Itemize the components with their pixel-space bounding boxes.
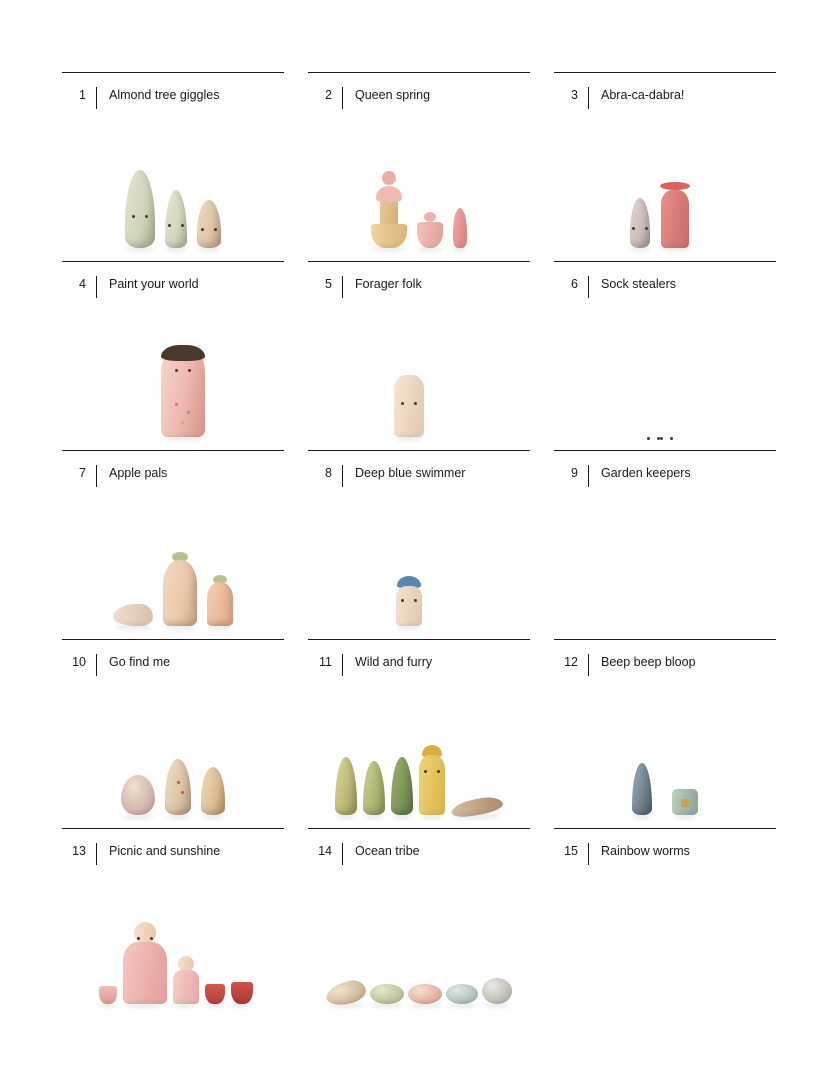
item-photo xyxy=(308,677,530,827)
toy-apple-peg-small xyxy=(207,575,233,626)
item-photo xyxy=(308,866,530,1016)
item-title: Rainbow worms xyxy=(588,843,776,865)
cell-header xyxy=(62,261,284,299)
item-photo xyxy=(554,299,776,449)
toy-scene xyxy=(62,506,284,626)
item-photo xyxy=(554,488,776,638)
face-icon xyxy=(137,937,153,940)
item-number: 13 xyxy=(72,844,86,858)
toy-scene xyxy=(554,506,776,626)
item-photo xyxy=(62,488,284,638)
catalog-cell xyxy=(62,450,284,639)
toy-cone-tan xyxy=(201,767,225,815)
toy-mother-figure xyxy=(123,922,167,1004)
item-number: 12 xyxy=(564,655,578,669)
toy-scene xyxy=(554,884,776,1004)
catalog-cell xyxy=(308,72,530,261)
item-number: 10 xyxy=(72,655,86,669)
toy-magician-figure xyxy=(660,182,690,248)
toy-cup-pink xyxy=(417,212,443,248)
item-number: 2 xyxy=(325,88,332,102)
face-icon xyxy=(424,770,440,773)
toy-child-figure xyxy=(173,956,199,1004)
cell-header xyxy=(308,261,530,299)
item-title: Go find me xyxy=(96,654,284,676)
item-title: Ocean tribe xyxy=(342,843,530,865)
face-icon xyxy=(175,369,191,372)
catalog-cell xyxy=(308,450,530,639)
toy-rocket-blue xyxy=(632,763,652,815)
item-number: 4 xyxy=(79,277,86,291)
item-number: 5 xyxy=(325,277,332,291)
catalog-cell xyxy=(308,261,530,450)
face-icon xyxy=(168,224,184,227)
toy-apple-peg-large xyxy=(163,552,197,626)
toy-bulb-purple xyxy=(121,775,155,815)
face-icon xyxy=(401,599,417,602)
toy-cup-pink-small xyxy=(99,986,117,1004)
item-title: Abra-ca-dabra! xyxy=(588,87,776,109)
hair-shape xyxy=(161,345,205,361)
cell-header xyxy=(554,450,776,488)
catalog-cell xyxy=(308,828,530,1017)
toy-scene xyxy=(62,128,284,248)
toy-pin-pink xyxy=(453,208,467,248)
catalog-cell xyxy=(62,828,284,1017)
toy-scene xyxy=(308,317,530,437)
toy-stone-grey-large xyxy=(482,978,512,1004)
toy-yellow-figure xyxy=(419,745,445,815)
item-photo xyxy=(62,866,284,1016)
toy-queen-figure xyxy=(371,171,407,248)
item-title: Deep blue swimmer xyxy=(342,465,530,487)
toy-painter-figure xyxy=(161,345,205,437)
catalog-cell xyxy=(62,261,284,450)
toy-scene xyxy=(554,695,776,815)
item-photo xyxy=(308,488,530,638)
item-number: 14 xyxy=(318,844,332,858)
toy-fish-teal xyxy=(446,984,478,1004)
item-photo xyxy=(62,299,284,449)
item-number: 6 xyxy=(571,277,578,291)
toy-forager-figure xyxy=(394,375,424,437)
item-title: Beep beep bloop xyxy=(588,654,776,676)
toy-cup-red-2 xyxy=(231,982,253,1004)
toy-tree-green xyxy=(391,757,413,815)
catalog-cell xyxy=(554,450,776,639)
face-icon xyxy=(632,227,648,230)
cell-header xyxy=(308,639,530,677)
cell-header xyxy=(554,639,776,677)
cell-header xyxy=(308,450,530,488)
toy-scene xyxy=(308,884,530,1004)
item-title: Queen spring xyxy=(342,87,530,109)
cell-header xyxy=(62,639,284,677)
catalog-cell xyxy=(554,639,776,828)
item-title: Garden keepers xyxy=(588,465,776,487)
item-photo xyxy=(554,677,776,827)
catalog-cell xyxy=(554,828,776,1017)
toy-cone-medium xyxy=(165,190,187,248)
item-photo xyxy=(308,110,530,260)
toy-fish-tan xyxy=(326,982,366,1004)
item-photo xyxy=(554,110,776,260)
toy-scene xyxy=(554,128,776,248)
toy-scene xyxy=(308,695,530,815)
face-icon xyxy=(201,228,217,231)
item-number: 3 xyxy=(571,88,578,102)
face-icon xyxy=(132,215,148,218)
catalog-cell xyxy=(62,72,284,261)
toy-scene xyxy=(62,884,284,1004)
cell-header xyxy=(308,72,530,110)
item-title: Forager folk xyxy=(342,276,530,298)
face-icon xyxy=(401,402,417,405)
item-title: Almond tree giggles xyxy=(96,87,284,109)
catalog-cell xyxy=(554,261,776,450)
item-number: 15 xyxy=(564,844,578,858)
item-photo xyxy=(308,299,530,449)
item-photo xyxy=(554,866,776,1016)
item-title: Paint your world xyxy=(96,276,284,298)
catalog-cell xyxy=(62,639,284,828)
toy-log-brown xyxy=(451,799,503,815)
toy-cone-spotted xyxy=(165,759,191,815)
item-number: 7 xyxy=(79,466,86,480)
catalog-cell xyxy=(554,72,776,261)
toy-scene xyxy=(308,506,530,626)
toy-swimmer-figure xyxy=(396,576,422,626)
cell-header xyxy=(554,72,776,110)
cell-header xyxy=(554,261,776,299)
toy-scene xyxy=(62,695,284,815)
item-number: 1 xyxy=(79,88,86,102)
item-number: 11 xyxy=(319,655,332,669)
item-title: Apple pals xyxy=(96,465,284,487)
item-number: 9 xyxy=(571,466,578,480)
cell-header xyxy=(62,828,284,866)
item-title: Wild and furry xyxy=(342,654,530,676)
catalog-cell xyxy=(308,639,530,828)
toy-cup-red-1 xyxy=(205,984,225,1004)
toy-cone-grey xyxy=(630,198,650,248)
toy-cone-small xyxy=(197,200,221,248)
item-number: 8 xyxy=(325,466,332,480)
toy-fish-green xyxy=(370,984,404,1004)
toy-robot-cube xyxy=(672,789,698,815)
toy-scene xyxy=(62,317,284,437)
item-title: Picnic and sunshine xyxy=(96,843,284,865)
toy-cone-large xyxy=(125,170,155,248)
toy-tree-olive-1 xyxy=(335,757,357,815)
cell-header xyxy=(554,828,776,866)
toy-fish-pink xyxy=(408,984,442,1004)
cell-header xyxy=(62,450,284,488)
catalog-grid xyxy=(62,72,776,1017)
cell-header xyxy=(62,72,284,110)
cell-header xyxy=(308,828,530,866)
toy-scene xyxy=(554,317,776,437)
toy-pin-tan xyxy=(113,604,153,626)
face-icon xyxy=(657,437,673,440)
item-photo xyxy=(62,677,284,827)
toy-scene xyxy=(308,128,530,248)
toy-tree-olive-2 xyxy=(363,761,385,815)
item-title: Sock stealers xyxy=(588,276,776,298)
item-photo xyxy=(62,110,284,260)
